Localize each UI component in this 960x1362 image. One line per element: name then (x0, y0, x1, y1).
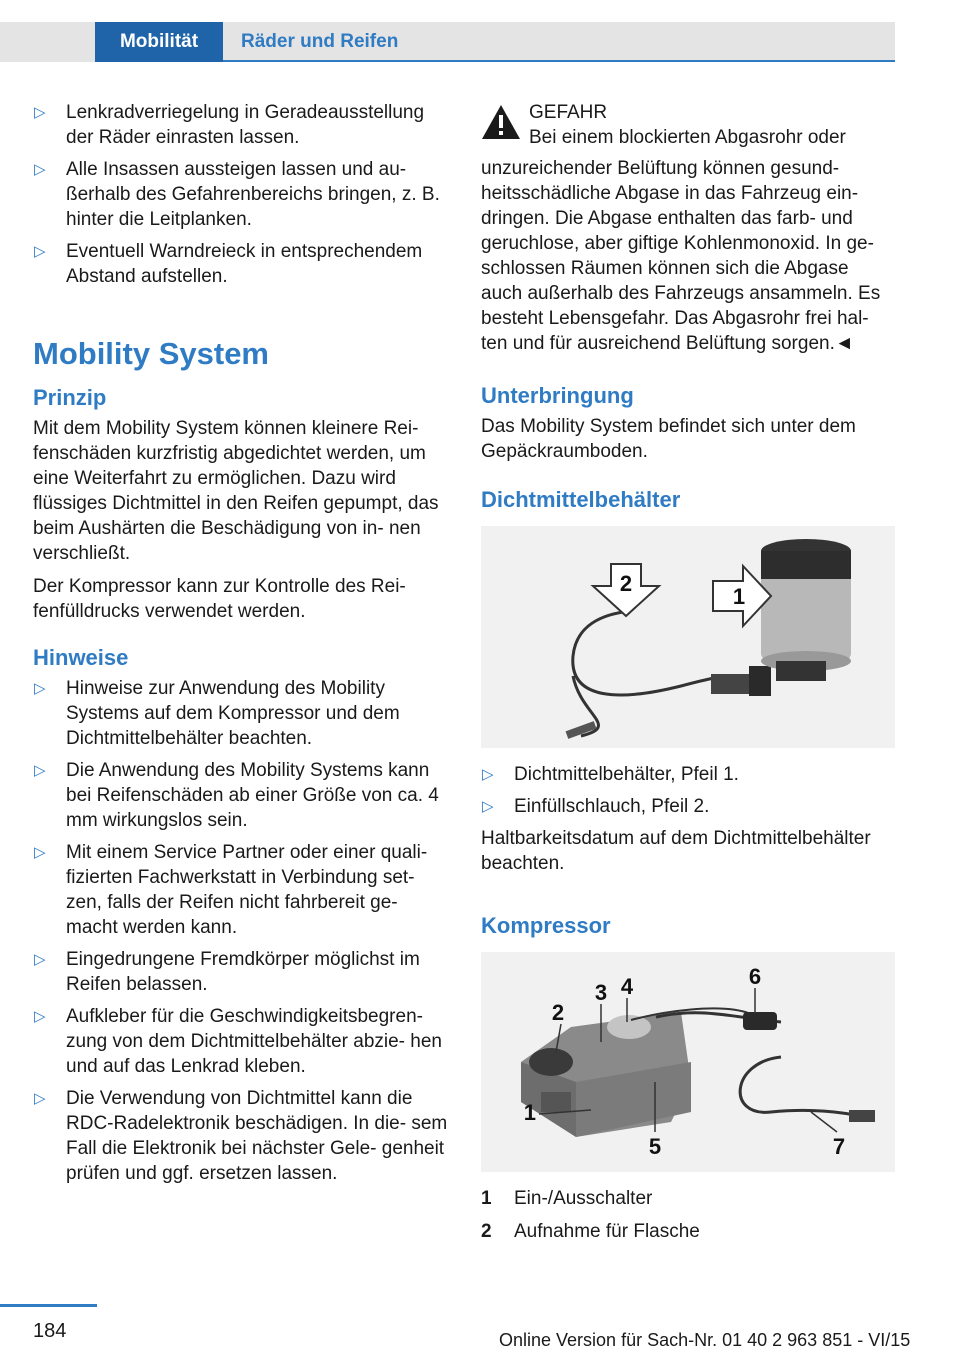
legend-number: 2 (481, 1221, 492, 1242)
list-item: ▷ Alle Insassen aussteigen lassen und au‐ ßerhalb des Gefahrenbereichs bringen, z. B. hinter die Leitplanken. (34, 159, 440, 230)
list-item: ▷ Aufkleber für die Geschwindigkeitsbegren‐ zung von dem Dichtmittelbehälter abzie‐ hen und auf das Lenkrad kleben. (34, 1006, 442, 1077)
triangle-bullet-icon: ▷ (34, 844, 46, 861)
intro-bullet-list (33, 100, 449, 296)
triangle-bullet-icon: ▷ (482, 766, 494, 783)
list-item: ▷ Mit einem Service Partner oder einer quali‐ fizierten Fachwerkstatt in Verbindung set‐ zen, falls der Reifen nicht fahrbereit ge‐ macht werden kann. (34, 842, 428, 938)
unterbringung-heading: Unterbringung (481, 383, 634, 408)
list-item: ▷ Lenkradverriegelung in Geradeausstellung der Räder einrasten lassen. (34, 102, 425, 148)
header-tab-active: Mobilität (95, 22, 223, 62)
section-title: Mobility System (33, 336, 269, 371)
triangle-bullet-icon: ▷ (34, 104, 46, 121)
figure-label: 6 (748, 964, 762, 989)
left-column (33, 100, 449, 1193)
sealant-container-illustration (481, 526, 895, 748)
page-number: 184 (33, 1320, 67, 1342)
triangle-bullet-icon: ▷ (34, 762, 46, 779)
warning-line-1: Bei einem blockierten Abgasrohr oder (529, 127, 846, 148)
legend-number: 1 (481, 1188, 492, 1209)
triangle-bullet-icon: ▷ (34, 243, 46, 260)
dichtmittel-bullet-list (481, 762, 895, 826)
header-tab-inactive: Räder und Reifen (223, 22, 895, 62)
sealant-container-figure (481, 526, 895, 748)
list-item: ▷ Dichtmittelbehälter, Pfeil 1. (482, 764, 739, 785)
footer-online-version: Online Version für Sach-Nr. 01 40 2 963 851 - VI/15 (499, 1330, 911, 1350)
dichtmittel-note: Haltbarkeitsdatum auf dem Dichtmittelbehälter beachten. (481, 828, 871, 874)
compressor-figure (481, 952, 895, 1172)
figure-label: 4 (620, 974, 634, 999)
unterbringung-paragraph: Das Mobility System befindet sich unter dem Gepäckraumboden. (481, 416, 856, 462)
danger-warning (481, 100, 895, 156)
header-spacer (0, 22, 95, 62)
figure-label: 7 (832, 1134, 846, 1159)
figure-label: 5 (648, 1134, 662, 1159)
footer-rule (0, 1304, 97, 1307)
right-column (481, 100, 895, 1252)
legend-text: Ein-/Ausschalter (514, 1188, 653, 1209)
list-item: ▷ Hinweise zur Anwendung des Mobility Systems auf dem Kompressor und dem Dichtmittelbehälter beachten. (34, 678, 400, 749)
kompressor-legend (481, 1186, 895, 1252)
hinweise-heading: Hinweise (33, 645, 129, 670)
prinzip-paragraph: Mit dem Mobility System können kleinere Rei‐ fenschäden kurzfristig abgedichtet werden, um eine Weiterfahrt zu ermöglichen. Dazu wird flüssiges Dichtmittel in den Reifen gepumpt, das beim Aushärten die Beschädigung von in‐ nen verschließt. (33, 418, 439, 564)
triangle-bullet-icon: ▷ (482, 798, 494, 815)
compressor-illustration (481, 952, 895, 1172)
list-item (481, 1219, 895, 1252)
figure-label: 2 (551, 1000, 565, 1025)
prinzip-heading: Prinzip (33, 385, 107, 410)
warning-triangle-icon (481, 104, 521, 140)
figure-label: 1 (523, 1100, 536, 1125)
list-item: ▷ Die Anwendung des Mobility Systems kann bei Reifenschäden ab einer Größe von ca. 4 mm wirkungslos sein. (34, 760, 439, 831)
triangle-bullet-icon: ▷ (34, 951, 46, 968)
figure-label: 2 (619, 571, 633, 596)
list-item: ▷ Eingedrungene Fremdkörper möglichst im Reifen belassen. (34, 949, 420, 995)
legend-text: Aufnahme für Flasche (514, 1221, 700, 1242)
warning-text: unzureichender Belüftung können gesund‐ heitsschädliche Abgase in das Fahrzeug ein‐ dringen. Die Abgase enthalten das farb- und geruchlose, aber giftige Kohlenmonoxid. In ge‐ schlossen Räumen können sich die Abgase auch außerhalb des Fahrzeugs ansammeln. Es besteht Lebensgefahr. Das Abgasrohr frei hal‐ ten und für ausreichend Belüftung sorgen.◄ (481, 158, 881, 354)
header-underline (223, 60, 895, 62)
figure-label: 3 (594, 980, 608, 1005)
list-item: ▷ Die Verwendung von Dichtmittel kann die RDC-Radelektronik beschädigen. In die‐ sem Fall die Elektronik bei nächster Gele‐ genheit prüfen und ggf. ersetzen lassen. (34, 1088, 448, 1184)
figure-label: 1 (732, 584, 746, 609)
triangle-bullet-icon: ▷ (34, 161, 46, 178)
dichtmittel-heading: Dichtmittelbehälter (481, 487, 681, 512)
list-item (481, 1186, 895, 1219)
triangle-bullet-icon: ▷ (34, 1090, 46, 1107)
prinzip-paragraph-2: Der Kompressor kann zur Kontrolle des Rei‐ fenfülldrucks verwendet werden. (33, 576, 406, 622)
triangle-bullet-icon: ▷ (34, 680, 46, 697)
list-item: ▷ Einfüllschlauch, Pfeil 2. (482, 796, 710, 817)
kompressor-heading: Kompressor (481, 913, 611, 938)
list-item: ▷ Eventuell Warndreieck in entsprechendem Abstand aufstellen. (34, 241, 423, 287)
page-header (0, 22, 895, 62)
warning-title: GEFAHR (529, 102, 608, 123)
hinweise-bullet-list (33, 676, 449, 1193)
triangle-bullet-icon: ▷ (34, 1008, 46, 1025)
